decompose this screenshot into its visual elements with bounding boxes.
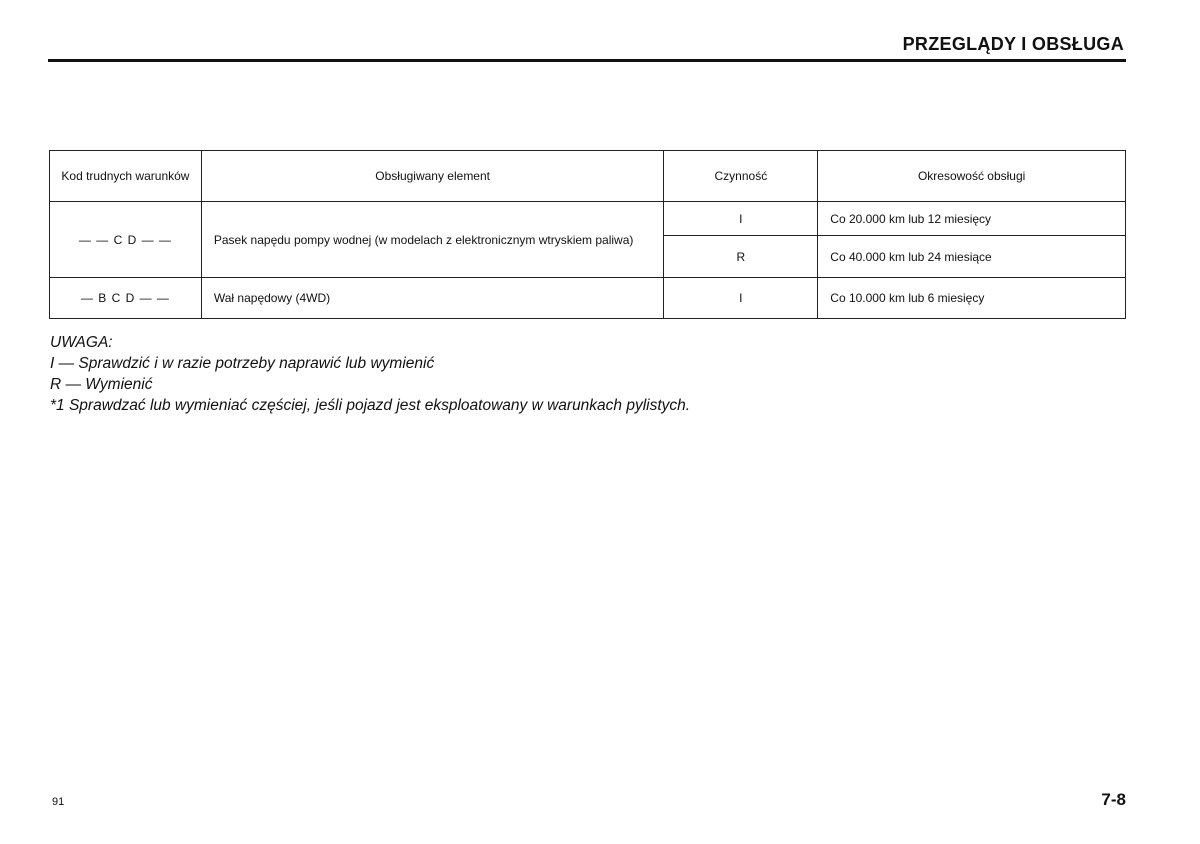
table-row <box>50 202 1126 236</box>
note-line: I — Sprawdzić i w razie potrzeby naprawić lub wymienić <box>50 355 435 372</box>
condition-code-cell: — — C D — — <box>50 202 202 278</box>
header-divider <box>48 59 1126 62</box>
interval-cell: Co 20.000 km lub 12 miesięcy <box>818 202 1126 236</box>
interval-cell: Co 40.000 km lub 24 miesiące <box>818 236 1126 278</box>
notes-heading: UWAGA: <box>50 334 113 351</box>
table-header-row <box>50 151 1126 202</box>
column-header-period: Okresowość obsługi <box>818 151 1126 202</box>
section-number: 7-8 <box>1101 790 1126 809</box>
maintenance-table <box>49 150 1126 319</box>
action-cell: I <box>664 202 818 236</box>
serviced-element-cell: Pasek napędu pompy wodnej (w modelach z elektronicznym wtryskiem paliwa) <box>201 202 664 278</box>
table-row <box>50 278 1126 319</box>
column-header-action: Czynność <box>664 151 818 202</box>
column-header-element: Obsługiwany element <box>201 151 664 202</box>
interval-cell: Co 10.000 km lub 6 miesięcy <box>818 278 1126 319</box>
page-title: PRZEGLĄDY I OBSŁUGA <box>902 34 1124 54</box>
note-line: *1 Sprawdzać lub wymieniać częściej, jeśli pojazd jest eksploatowany w warunkach pylistych. <box>50 397 691 414</box>
action-cell: I <box>664 278 818 319</box>
column-header-code: Kod trudnych warunków <box>50 151 202 202</box>
condition-code-cell: — B C D — — <box>50 278 202 319</box>
action-cell: R <box>664 236 818 278</box>
serviced-element-cell: Wał napędowy (4WD) <box>201 278 664 319</box>
notes-section <box>50 332 690 416</box>
page-number: 91 <box>52 796 65 808</box>
note-line: R — Wymienić <box>50 376 153 393</box>
